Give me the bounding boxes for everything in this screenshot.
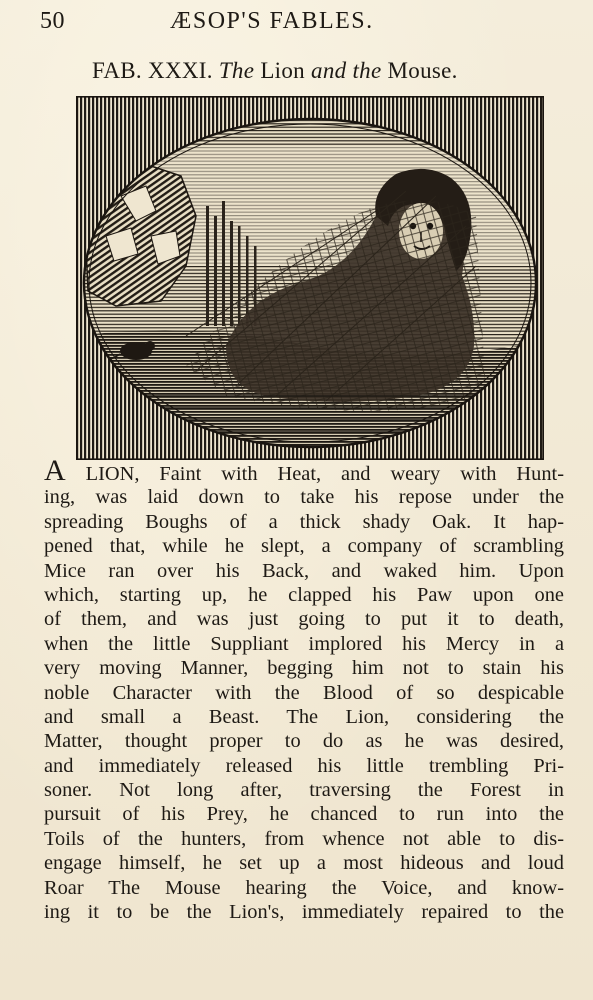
body-line: soner. Not long after, traversing the Forest in [44,779,564,802]
body-line: of them, and was just going to put it to death, [44,608,564,631]
body-line: which, starting up, he clapped his Paw upon one [44,583,564,606]
body-line-1 [44,454,564,487]
fable-title-mouse: Mouse. [387,58,458,83]
lion-in-net-woodcut [76,96,544,460]
running-header [40,6,560,36]
body-line: Roar The Mouse hearing the Voice, and know- [44,876,564,899]
body-line: when the little Suppliant implored his Mercy in a [44,632,564,655]
body-line: Mice ran over his Back, and waked him. Upon [44,559,564,582]
body-line: Matter, thought proper to do as he was desired, [44,730,564,753]
body-line: pened that, while he slept, a company of scrambling [44,535,564,558]
body-line: and immediately released his little trembling Pri- [44,754,564,777]
body-line: Toils of the hunters, from whence not able to dis- [44,827,564,850]
fable-title [92,58,532,84]
fable-title-the: The [218,58,255,83]
body-line: ing it to be the Lion's, immediately repaired to the [44,901,564,924]
book-title: ÆSOP'S FABLES. [170,8,374,34]
body-line: ing, was laid down to take his repose under the [44,486,564,509]
page-number: 50 [40,8,65,34]
body-line: pursuit of his Prey, he chanced to run into the [44,803,564,826]
first-word: LION, [65,463,140,485]
body-line: engage himself, he set up a most hideous and loud [44,852,564,875]
dropcap: A [44,454,66,487]
fable-title-and-the: and the [311,58,382,83]
body-line: very moving Manner, begging him not to stain his [44,657,564,680]
body-line: spreading Boughs of a thick shady Oak. It hap- [44,510,564,533]
body-line: and small a Beast. The Lion, considering the [44,705,564,728]
body-line: noble Character with the Blood of so despicable [44,681,564,704]
fable-body [44,454,564,924]
fable-title-lion: Lion [260,58,305,83]
fable-number: FAB. XXXI. [92,58,213,83]
body-text: Faint with Heat, and weary with Hunt- [159,463,564,485]
